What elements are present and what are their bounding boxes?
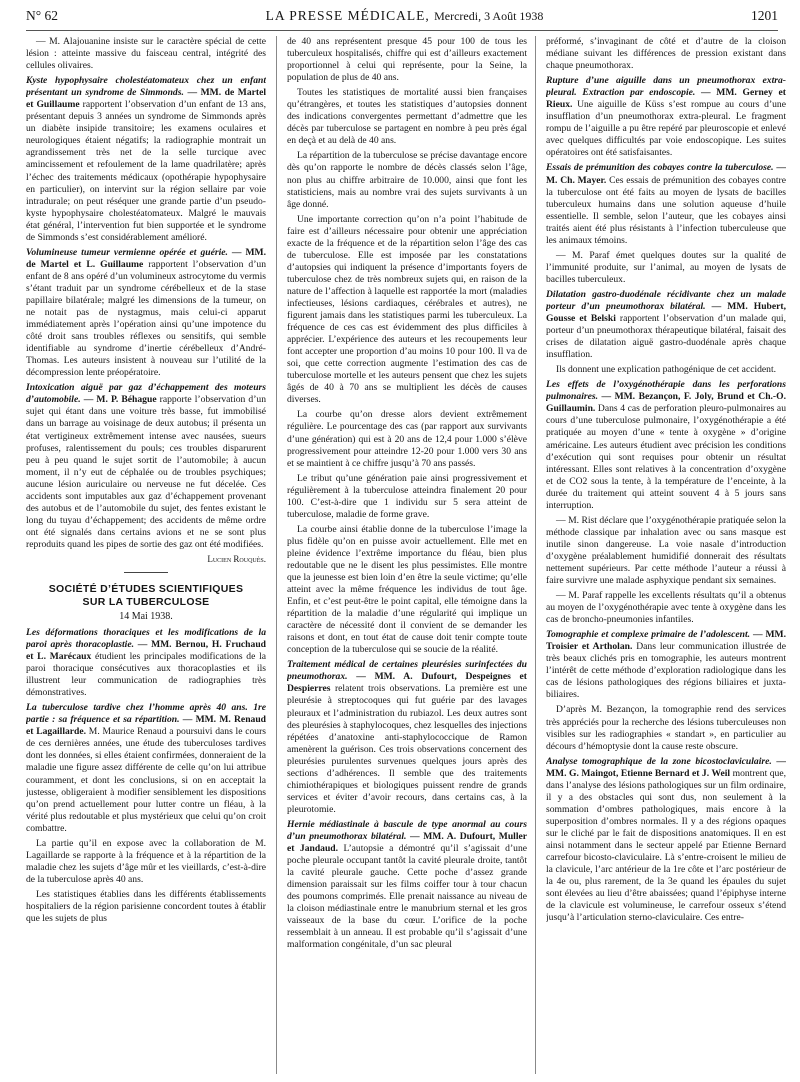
page-header xyxy=(26,8,778,31)
page-number: 1201 xyxy=(750,8,778,23)
article-columns xyxy=(26,36,786,1080)
paragraph: Le tribut qu’une génération paie ainsi progressivement et régulièrement à la tuberculose atteindra finalement 20 pour 100. C’est-à-dire que 1 individu sur 5 sera atteint de tuberculose, maladie de forme grave. xyxy=(287,472,527,520)
article-title: Tomographie et complexe primaire de l’adolescent. xyxy=(546,629,751,641)
article-title: Les déformations thoraciques et les modifications de la paroi après thoracoplastie. xyxy=(26,626,266,651)
paragraph: Ils donnent une explication pathogénique de cet accident. xyxy=(556,364,777,376)
journal-title xyxy=(266,8,544,24)
article-title: Essais de prémunition des cobayes contre la tuberculose. xyxy=(546,162,774,174)
article-intoxication xyxy=(26,382,266,551)
article-title: Hernie médiastinale à bascule de type anormal au cours d’un pneumothorax bilatéral. xyxy=(287,818,527,842)
article-body: Dans 4 cas de perforation pleuro-pulmonaires au cours d’une tuberculose pulmonaire, l’oxygénothérapie a été pratiquée au moyen d’une « tente à oxygène » d’origine américaine. Les auteurs étudient avec précision les conditions d’exécution qui sont requises pour obtenir un résultat intéressant. Elles sont relatives à la concentration d’oxygène et de CO2 sous la tente, à la température de l’enceinte, à la durée du traitement qui atteint souvent 4 à 5 jours sans interruption. xyxy=(546,403,786,511)
article-authors: — MM. A. Dufourt, Despeignes et Despierres xyxy=(287,671,527,695)
section-divider xyxy=(124,572,168,573)
paragraph: — M. Paraf rappelle les excellents résultats qu’il a obtenus au moyen de l’oxygénothérapie avec tente à oxygène dans les cas de broncho-pneumonies infantiles. xyxy=(546,590,786,626)
article-premunition xyxy=(546,162,786,246)
article-rupture-aiguille xyxy=(546,75,786,159)
session-date: 14 Mai 1938. xyxy=(119,610,173,622)
paragraph: préformé, s’invaginant de côté et d’autre de la cloison médiane suivant les différences de pression existant dans chaque pneumothorax. xyxy=(546,36,786,72)
author-signature: Lucien Rouquès. xyxy=(207,553,266,564)
paragraph: La partie qu’il en expose avec la collaboration de M. Lagaillarde se rapporte à la fréquence et à la répartition de la maladie chez les sujets d’âge mûr et les vieillards, c’est-à-dire de la tuberculose après 40 ans. xyxy=(26,837,266,885)
article-authors: — MM. Bezançon, F. Joly, Brund et Ch.-O. Guillaumin. xyxy=(546,391,786,415)
article-authors: — MM. de Martel et Guillaume xyxy=(26,87,266,111)
article-title: Rupture d’une aiguille dans un pneumothorax extra-pleural. Extraction par endoscopie. xyxy=(546,75,786,99)
paragraph: Les statistiques établies dans les différents établissements hospitaliers de la région parisienne concordent toutes à établir que les sujets de plus xyxy=(26,888,266,925)
column-middle xyxy=(287,36,527,1080)
article-body: rapportent l’observation d’un enfant de 13 ans, présentant depuis 3 années un syndrome de Simmonds après un diabète insipide transitoire; les examens oculaires et neurologiques étaient négatifs; la radiographie montrait un agrandissement très net de la selle turcique avec amincissement et refoulement de la lame quadrilatère; après l’échec des traitements médicaux (opothérapie hypophysaire en particulier), on intervint sur la région sellaire par voie intradurale; on peut réséquer une grande partie d’un pseudo-kyste hypophysaire cholestéatomateux. Malgré le mauvais état général, l’intervention fut bien supportée et le syndrome de Simmonds s’est considérablement amélioré. xyxy=(26,99,266,243)
article-authors: — MM. Troisier et Artholan. xyxy=(546,629,786,653)
article-deformations xyxy=(26,627,266,699)
column-left xyxy=(26,36,266,1080)
article-body: relatent trois observations. La première est une pleurésie à streptocoques qui fut guérie par des lavages pleuraux et l’administration du rubiazol. Les deux autres sont des pleurésies à staphylocoques, chez lesquelles des injections répétées d’anatoxine anti-staphylococcique de Ramon amenèrent la guérison. Ces trois observations concernent des pleurésies purulentes survenues quelques jours après des sections d’adhérences. Il semble que des traitements chimiothérapiques et biologiques puissent rendre de grands services et éviter d’avoir recours, dans certains cas, à la pleurotomie. xyxy=(287,683,527,815)
article-body: Une aiguille de Küss s’est rompue au cours d’une insufflation d’un pneumothorax extra-pleural. Le fragment rompu de l’aiguille a pu être repéré par pleuroscopie et enlevé avec quelques difficultés par voie endoscopique. Les suites opératoires ont été satisfaisantes. xyxy=(546,99,786,159)
article-authors: — M. P. Béhague xyxy=(83,394,157,406)
article-body: M. Maurice Renaud a poursuivi dans le cours de ces dernières années, une étude des tuberculoses tardives dont les données, si elles étaient confirmées, donneraient de la maladie une figure assez différente de celle qu’on lui attribue couramment, et dont les conclusions, si on en acceptait la justesse, obligeraient à modifier sensiblement les dispositions qu’on prend actuellement pour lutter contre un fléau, à la vérité plus redoutable et plus mystérieux que celui qu’on croit combattre. xyxy=(26,726,266,834)
article-authors: — MM. M. Renaud et Lagaillarde. xyxy=(26,714,266,738)
article-body: L’autopsie a démontré qu’il s’agissait d’une poche pleurale occupant tantôt la cavité pleurale droite, tantôt la cavité pleurale gauche. Cette poche d’assez grande dimension paraissait sur les films coiffer tour à tour chacun des poumons comprimés. Elle prenait naissance au niveau de la cloison médiastinale entre le manubrium sternal et les gros vaisseaux de la base du cœur. L’orifice de la poche ressemblait à un anneau. Il est probable qu’il s’agissait d’une malformation congénitale, d’un sac pleural xyxy=(287,843,527,951)
article-body: Dans leur communication illustrée de très beaux clichés pris en tomographie, les auteurs montrent l’intérêt de cette méthode d’exploration radiologique dans les cas de lésions pathologiques des régions biliaires et juxta-biliaires. xyxy=(546,641,786,701)
society-heading: SOCIÉTÉ D’ÉTUDES SCIENTIFIQUES xyxy=(48,582,244,595)
article-traitement-pleuresies xyxy=(287,659,527,816)
article-title: Traitement médical de certaines pleurésies surinfectées du pneumothorax. xyxy=(287,659,527,683)
paragraph: D’après M. Bezançon, la tomographie rend des services très appréciés pour la recherche des lésions tuberculeuses non visibles sur les radiographies « standart », en particulier au décours d’hémoptysie dont la cause reste obscure. xyxy=(546,704,786,752)
article-title: Intoxication aiguë par gaz d’échappement des moteurs d’automobile. xyxy=(26,382,266,406)
article-title: La tuberculose tardive chez l’homme après 40 ans. 1re partie : sa fréquence et sa répartition. xyxy=(26,702,266,726)
article-title: Dilatation gastro-duodénale récidivante chez un malade porteur d’un pneumothorax bilatéral. xyxy=(546,288,786,312)
article-body: rapportent l’observation d’un enfant de 8 ans opéré d’un volumineux astrocytome du vermis s’étant traduit par un syndrome cérébelleux et de la stase papillaire bilatérale; malgré les dimensions de la tumeur, on ne notait pas de nystagmus, mais celui-ci apparut immédiatement après l’opération ainsi qu’une impotence du côté droit sans troubles réflexes ou sensitifs, qui semble identifiable au syndrome d’inertie cérébelleux d’André-Thomas. Les auteurs insistent à nouveau sur l’utilité de la décompression lente préopératoire. xyxy=(26,258,266,379)
article-body: étudient les principales modifications de la paroi thoracique consécutives aux thoracoplasties et ils illustrent leur communication de radiographies très démonstratives. xyxy=(26,651,266,699)
article-analyse-tomographique xyxy=(546,756,786,925)
paragraph: — M. Paraf émet quelques doutes sur la qualité de l’immunité produite, sur l’animal, au moyen de lysats de bacilles tuberculeux. xyxy=(546,249,786,285)
article-oxygenotherapie xyxy=(546,379,786,512)
article-title: Analyse tomographique de la zone bicostoclaviculaire. xyxy=(546,755,772,767)
society-subheading: SUR LA TUBERCULOSE xyxy=(82,595,210,608)
article-dilatation xyxy=(546,289,786,361)
article-kyste xyxy=(26,75,266,244)
paragraph: La répartition de la tuberculose se précise davantage encore dès qu’on rapporte le nombre de décès classés selon l’âge, non plus au chiffre arbitraire de 10.000, ainsi que font les statisticiens, mais au nombre vrai des sujets survivants à un âge donné. xyxy=(287,150,527,210)
paragraph: La courbe qu’on dresse alors devient extrêmement régulière. Le pourcentage des cas (par rapport aux survivants d’une génération) qui est à 20 ans de 12,4 pour 1.000 s’élève progressivement pour atteindre 12-20 pour 1.000 vers 30 ans et se maintient à ce chiffre jusqu’à 70 ans passés. xyxy=(287,409,527,469)
article-tuberculose-tardive xyxy=(26,702,266,835)
article-body: montrent que, dans l’analyse des lésions pathologiques sur un film ordinaire, il y a des obstacles qui sont dus, non seulement à la sommation d’ombres pathologiques, mais encore à la superposition d’ombres normales. Il y a des régions opaques sur le cliché par le fait de dispositions anatomiques. Il en est ainsi notamment dans le secteur appelé par Etienne Bernard carrefour bicosto-claviculaire. Là s’entre-croisent le milieu de la clavicule, l’arc antérieur de la 1re côte et l’arc postérieur de la 4e ou, plus rarement, de la 3e quand les épaules du sujet sont élevées au lieu d’être abaissées; quand l’épiphyse interne de la clavicule est volumineuse, le carrefour osseux s’étend jusqu’à l’articulation sterno-claviculaire. Ces entre- xyxy=(546,767,786,924)
paragraph: La courbe ainsi établie donne de la tuberculose l’image la plus fidèle qu’on en puisse avoir actuellement. Elle met en pleine évidence l’extrême importance du fléau, bien plus redoutable que ne le disent les plus pessimistes. Elle montre que la jeunesse est bien loin d’en être la seule victime; qu’elle atteint avec la même fréquence les individus de tout âge. Enfin, et c’est peut-être le point capital, elle témoigne dans la répartition de la maladie d’une régularité qui implique un caractère de nécessité dont il convient de se demander les raisons et dont, en tout état de cause doit tenir compte toute conception de la tuberculose qui se soucie de la réalité. xyxy=(287,523,527,656)
article-authors: — M. Ch. Mayer. xyxy=(546,162,786,186)
paragraph: Toutes les statistiques de mortalité aussi bien françaises qu’étrangères, et toutes les statistiques d’autopsies donnent des indications convergentes permettant d’admettre que les décès par tuberculose se partagent en nombre à peu près égal en deçà et au delà de 40 ans. xyxy=(287,87,527,147)
issue-date: Mercredi, 3 Août 1938 xyxy=(434,9,544,23)
article-tumeur xyxy=(26,247,266,380)
article-body: rapportent l’observation d’un malade qui, porteur d’un pneumothorax thérapeutique bilatéral, faisait des crises de dilatation aiguë gastro-duodénale après chaque insufflation. xyxy=(546,313,786,361)
paragraph: — M. Rist déclare que l’oxygénothérapie pratiquée selon la méthode classique par inhalation avec ou sans masque est inutile sinon dangereuse. La voie nasale d’introduction d’oxygène préalablement humidifié donnerait des résultats nettement supérieurs. Par cette méthode l’auteur a réussi à faire survivre une malade asphyxique pendant six semaines. xyxy=(546,514,786,587)
paragraph: — M. Alajouanine insiste sur le caractère spécial de cette lésion : atteinte massive du faisceau central, intégrité des cellules olivaires. xyxy=(26,36,266,72)
paragraph: de 40 ans représentent presque 45 pour 100 de tous les tuberculeux hospitalisés, chiffre qui est d’ailleurs exactement proportionnel à celui qui représente, pour la Seine, la population de plus de 40 ans. xyxy=(287,36,527,84)
article-title: Volumineuse tumeur vermienne opérée et guérie. xyxy=(26,246,228,258)
article-authors: — MM. Gerney et Rieux. xyxy=(546,87,786,111)
article-authors: — MM. Bernou, H. Fruchaud et L. Marécaux xyxy=(26,639,266,663)
column-right xyxy=(546,36,786,1080)
article-authors: — MM. A. Dufourt, Muller et Jandaud. xyxy=(287,831,527,855)
issue-number: N° 62 xyxy=(26,8,59,23)
article-authors: — MM. de Martel et L. Guillaume xyxy=(26,246,266,270)
paragraph: Une importante correction qu’on n’a point l’habitude de faire est d’ailleurs nécessaire pour obtenir une appréciation exacte de la fréquence et de la répartition selon l’âge des cas de tuberculose. Elle est imposée par les constatations d’autopsies qui indiquent la présence d’importants foyers de tuberculose chez de très nombreux sujets qui, en raison de la nature de l’affection à laquelle est rapportée la mort (maladies infectieuses, lésions cardiaques, cérébrales et autres), ne figurent jamais dans les statistiques parmi les tuberculeux. La fréquence de ces cas est évidemment des plus difficiles à apprécier. L’expérience des auteurs et les recoupements leur font accepter une proportion d’au moins 10 pour 100. Il va de soi, que cette correction augmente l’estimation des cas de tuberculose mortelle et les auteurs pensent que chez les sujets âgés de 40 à 70 ans se multiplient les décès de causes diverses. xyxy=(287,213,527,406)
journal-name: LA PRESSE MÉDICALE, xyxy=(265,8,430,23)
article-authors: — MM. G. Maingot, Etienne Bernard et J. Weil xyxy=(546,755,786,779)
article-title: Kyste hypophysaire cholestéatomateux chez un enfant présentant un syndrome de Simmonds. xyxy=(26,75,266,99)
article-tomographie xyxy=(546,629,786,701)
article-body: rapporte l’observation d’un sujet qui étant dans une voiture très basse, fut immobilisé dans un barrage au voisinage de deux autobus; il présenta un état vertigineux extrêmement intense avec nausées, sueurs profuses, ralentissement du pouls; ces troubles disparurent peu à peu quand le sujet sortit de l’automobile; à aucun moment, il n’y eut de céphalée ou de troubles psychiques; aucune lésion auriculaire ou nerveuse ne fut décelée. Ces accidents sont imputables aux gaz d’échappement provenant des autobus et de l’automobile du sujet, des fentes existant le long du tuyau d’échappement; des accidents de même ordre ont été signalés dans certains avions et ne se sont plus reproduits quand les pipes de sortie des gaz ont été modifiées. xyxy=(26,394,266,550)
article-body: Ces essais de prémunition des cobayes contre la tuberculose ont été faits au moyen de lysats de bacilles tuberculeux humains dans une solution aqueuse d’huile essentielle. Il semble, selon l’auteur, que les cobayes ainsi traités aient été plus résistants à l’infection tuberculeuse que les animaux témoins. xyxy=(546,174,786,246)
article-authors: — MM. Hubert, Gousse et Belski xyxy=(546,300,786,325)
article-hernie-mediastinale xyxy=(287,819,527,952)
article-title: Les effets de l’oxygénothérapie dans les perforations pulmonaires. xyxy=(546,379,786,403)
